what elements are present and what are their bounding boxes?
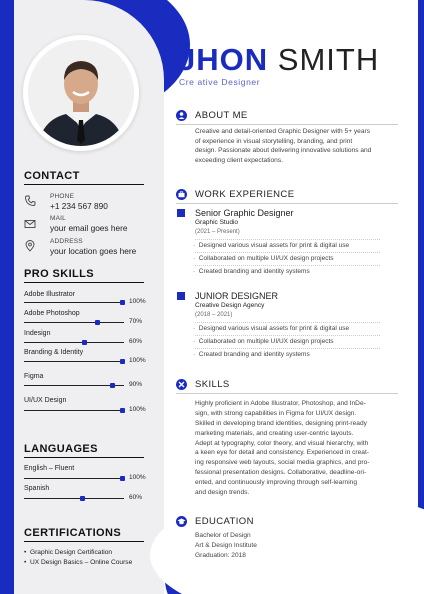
portrait-illustration (28, 40, 134, 146)
address-value: your location goes here (50, 246, 137, 256)
candidate-name (178, 42, 379, 78)
about-line: Creative and detail-oriented Graphic Designer with 5+ years (195, 128, 371, 135)
skills-line: ing responsive web layouts, social media graphics, and pro- (195, 459, 370, 467)
about-line: of experience in visual storytelling, branding, and print (195, 137, 353, 145)
tools-icon (176, 379, 187, 390)
skill-percent: 100% (129, 406, 146, 413)
skill-bar (24, 322, 124, 323)
phone-value: +1 234 567 890 (50, 201, 108, 211)
skill-level-marker (120, 300, 125, 305)
job-bullet-text: Designed various visual assets for print & digital use (198, 242, 350, 249)
certification-item: • Graphic Design Certification (24, 549, 113, 556)
language-label: English – Fluent (24, 465, 75, 472)
skill-percent: 60% (129, 338, 143, 345)
bullet-divider (195, 348, 380, 349)
language-bar (24, 498, 124, 499)
skill-label: Figma (24, 373, 44, 380)
avatar (28, 40, 134, 146)
skill-level-marker (110, 383, 115, 388)
job-bullet: · Created branding and identity systems (193, 351, 310, 358)
skills-line: Skilled in developing brand identities, designing print-ready (195, 419, 367, 427)
skills-divider (176, 393, 398, 394)
phone-label: PHONE (50, 193, 75, 200)
skill-bar (24, 302, 124, 303)
skill-bar (24, 361, 124, 362)
skill-percent: 70% (129, 318, 143, 325)
about-line: exceeding client expectations. (195, 156, 283, 164)
mail-label: MAIL (50, 215, 66, 222)
skill-label: Adobe Illustrator (24, 291, 75, 298)
job-dates: (2018 – 2021) (195, 312, 233, 318)
skills-line: a keen eye for detail and consistency. Experienced in creat- (195, 449, 369, 457)
job-dates: (2021 – Present) (195, 229, 240, 235)
skills-line: marketing materials, and creating user-centric layouts. (195, 429, 354, 437)
job-bullet-text: Created branding and identity systems (198, 351, 310, 358)
phone-icon (24, 195, 36, 207)
education-degree: Bachelor of Design (195, 532, 251, 539)
about-heading: ABOUT ME (195, 110, 248, 121)
skill-level-marker (120, 359, 125, 364)
bullet-divider (195, 335, 380, 336)
skill-label: Adobe Photoshop (24, 310, 80, 317)
job-bullet: · Collaborated on multiple UI/UX design projects (193, 255, 334, 262)
skills-line: sign, with strong capabilities in Figma for UI/UX design. (195, 409, 357, 417)
job-company: Graphic Studio (195, 219, 238, 226)
education-graduation: Graduation: 2018 (195, 552, 246, 559)
skills-line: fessional presentation designs. Collaborative, deadline-ori- (195, 469, 367, 477)
language-percent: 60% (129, 494, 143, 501)
certifications-divider (24, 541, 144, 542)
languages-divider (24, 457, 144, 458)
experience-divider (176, 203, 398, 204)
first-name: JHON (178, 42, 269, 77)
job-bullet: · Created branding and identity systems (193, 268, 310, 275)
mail-icon (24, 218, 36, 230)
skill-percent: 90% (129, 381, 143, 388)
languages-heading: LANGUAGES (24, 443, 98, 455)
skills-text (195, 399, 398, 498)
language-label: Spanish (24, 485, 50, 492)
skills-line: ented, and continuously improving through self-learning (195, 479, 358, 487)
bullet-divider (195, 239, 380, 240)
job-bullet-text: Designed various visual assets for print & digital use (198, 325, 350, 332)
job-entry-title: Senior Graphic Designer (195, 208, 294, 218)
about-divider (176, 124, 398, 125)
job-bullet-text: Collaborated on multiple UI/UX design projects (198, 338, 334, 345)
job-bullet-text: Created branding and identity systems (198, 268, 310, 275)
education-school: Art & Design Institute (195, 542, 257, 549)
bullet-divider (195, 265, 380, 266)
skill-bar (24, 385, 124, 386)
profile-photo-frame (23, 35, 139, 151)
skill-percent: 100% (129, 298, 146, 305)
job-marker (177, 292, 185, 300)
skill-level-marker (95, 320, 100, 325)
skill-bar (24, 410, 124, 411)
job-bullet: · Designed various visual assets for print & digital use (193, 325, 350, 332)
bottom-accent-mask (150, 490, 424, 594)
skills-line: Highly proficient in Adobe Illustrator, Photoshop, and InDe- (195, 400, 366, 407)
skill-bar (24, 342, 124, 343)
skill-label: UI/UX Design (24, 397, 67, 404)
certification-text: Graphic Design Certification (29, 549, 113, 556)
certification-item: • UX Design Basics – Online Course (24, 559, 133, 566)
education-heading: EDUCATION (195, 516, 254, 527)
contact-divider (24, 184, 144, 185)
pro-skills-heading: PRO SKILLS (24, 268, 95, 280)
job-company: Creative Design Agency (195, 302, 265, 309)
contact-heading: CONTACT (24, 170, 80, 182)
job-bullet: · Collaborated on multiple UI/UX design projects (193, 338, 334, 345)
skill-level-marker (120, 408, 125, 413)
language-percent: 100% (129, 474, 146, 481)
pro-skills-divider (24, 282, 144, 283)
location-icon (24, 240, 36, 252)
last-name: SMITH (277, 42, 380, 77)
address-label: ADDRESS (50, 238, 83, 245)
skill-percent: 100% (129, 357, 146, 364)
briefcase-icon (176, 189, 187, 200)
job-bullet-text: Collaborated on multiple UI/UX design projects (198, 255, 334, 262)
user-icon (176, 110, 187, 121)
skills-line: and design trends. (195, 489, 250, 497)
skills-line: Adept at typography, color theory, and visual hierarchy, with (195, 439, 369, 447)
skills-heading: SKILLS (195, 379, 230, 390)
language-bar (24, 478, 124, 479)
job-entry-title: JUNIOR DESIGNER (195, 291, 279, 301)
skill-label: Indesign (24, 330, 51, 337)
about-line: design. Passionate about delivering innovative solutions and (195, 147, 372, 155)
job-marker (177, 209, 185, 217)
experience-heading: WORK EXPERIENCE (195, 189, 295, 200)
bullet-divider (195, 322, 380, 323)
skill-label: Branding & Identity (24, 349, 84, 356)
bullet-divider (195, 252, 380, 253)
graduation-icon (176, 516, 187, 527)
language-level-marker (120, 476, 125, 481)
certifications-heading: CERTIFICATIONS (24, 527, 122, 539)
about-text (195, 127, 398, 165)
certification-text: UX Design Basics – Online Course (29, 559, 133, 566)
job-bullet: · Designed various visual assets for print & digital use (193, 242, 350, 249)
mail-value: your email goes here (50, 223, 128, 233)
skill-level-marker (82, 340, 87, 345)
language-level-marker (80, 496, 85, 501)
job-title: Cre ative Designer (179, 77, 261, 87)
